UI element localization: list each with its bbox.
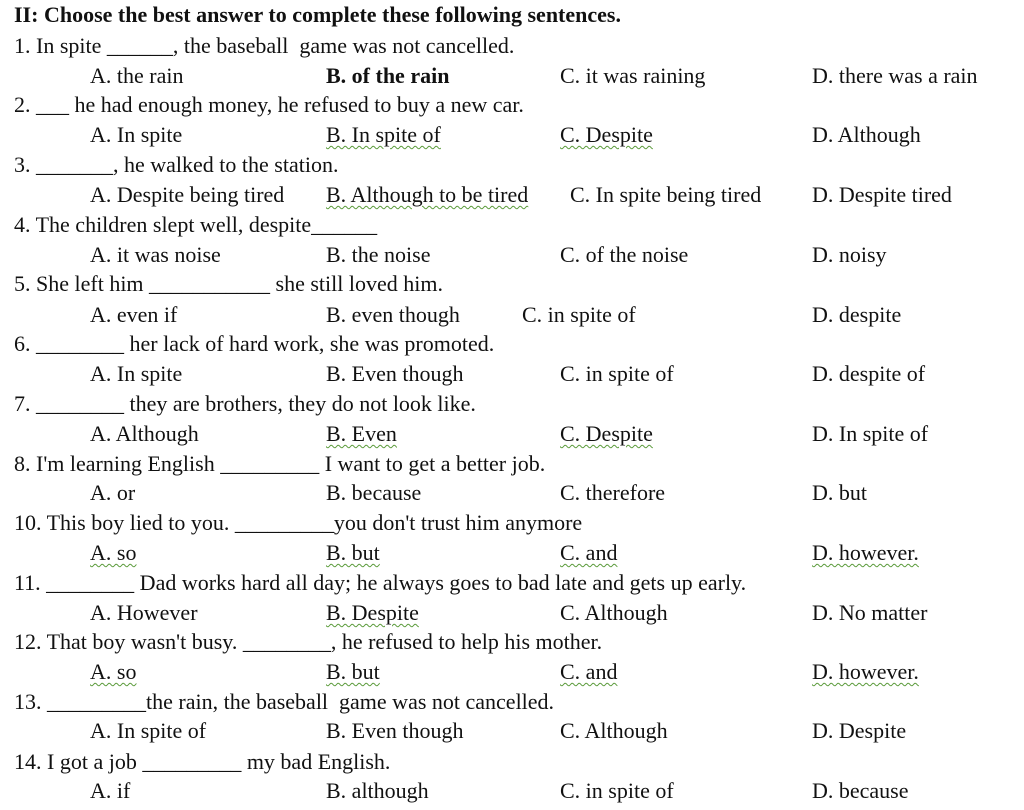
question-7-stem: 7. ________ they are brothers, they do not look like.: [14, 391, 476, 416]
question-1-option-b: B. of the rain: [326, 63, 450, 88]
question-10-option-d: D. however.: [812, 540, 919, 565]
question-11-option-a: A. However: [90, 600, 198, 625]
question-3-option-d: D. Despite tired: [812, 182, 952, 207]
question-7-option-a: A. Although: [90, 421, 199, 446]
question-12-option-c: C. and: [560, 659, 618, 684]
question-7-option-b: B. Even: [326, 421, 397, 446]
question-8-option-d: D. but: [812, 480, 867, 505]
question-8-option-b: B. because: [326, 480, 422, 505]
question-10-option-b: B. but: [326, 540, 380, 565]
question-13-stem: 13. _________the rain, the baseball game was not cancelled.: [14, 689, 555, 714]
question-2-option-c: C. Despite: [560, 122, 653, 147]
question-13-option-c: C. Although: [560, 718, 668, 743]
question-2-option-b: B. In spite of: [326, 122, 441, 147]
question-12-option-d: D. however.: [812, 659, 919, 684]
question-13-option-d: D. Despite: [812, 718, 907, 743]
question-4-option-c: C. of the noise: [560, 242, 689, 267]
question-1-stem: 1. In spite ______, the baseball game was not cancelled.: [14, 33, 515, 58]
question-10-option-c: C. and: [560, 540, 618, 565]
question-13-option-b: B. Even though: [326, 718, 464, 743]
question-6-option-b: B. Even though: [326, 361, 464, 386]
question-3-option-c: C. In spite being tired: [570, 182, 762, 207]
question-14-option-a: A. if: [90, 778, 131, 803]
question-12-option-b: B. but: [326, 659, 380, 684]
question-2-option-d: D. Although: [812, 122, 921, 147]
question-2-stem: 2. ___ he had enough money, he refused to buy a new car.: [14, 92, 524, 117]
question-4-option-d: D. noisy: [812, 242, 887, 267]
question-12-stem: 12. That boy wasn't busy. ________, he refused to help his mother.: [14, 629, 603, 654]
question-14-option-d: D. because: [812, 778, 909, 803]
question-2-option-a: A. In spite: [90, 122, 183, 147]
question-1-option-d: D. there was a rain: [812, 63, 978, 88]
question-1-option-a: A. the rain: [90, 63, 184, 88]
question-5-stem: 5. She left him ___________ she still loved him.: [14, 271, 443, 296]
section-heading: II: Choose the best answer to complete these following sentences.: [14, 2, 621, 27]
question-7-option-c: C. Despite: [560, 421, 653, 446]
question-1-option-c: C. it was raining: [560, 63, 706, 88]
question-11-option-d: D. No matter: [812, 600, 928, 625]
question-3-stem: 3. _______, he walked to the station.: [14, 152, 339, 177]
question-4-option-b: B. the noise: [326, 242, 431, 267]
question-11-option-b: B. Despite: [326, 600, 419, 625]
question-8-stem: 8. I'm learning English _________ I want to get a better job.: [14, 451, 546, 476]
question-5-option-b: B. even though: [326, 302, 460, 327]
question-12-option-a: A. so: [90, 659, 137, 684]
question-11-option-c: C. Although: [560, 600, 668, 625]
question-5-option-d: D. despite: [812, 302, 902, 327]
question-8-option-a: A. or: [90, 480, 136, 505]
question-14-stem: 14. I got a job _________ my bad English.: [14, 749, 391, 774]
question-7-option-d: D. In spite of: [812, 421, 929, 446]
question-6-option-a: A. In spite: [90, 361, 183, 386]
question-10-stem: 10. This boy lied to you. _________you don't trust him anymore: [14, 510, 583, 535]
question-14-option-c: C. in spite of: [560, 778, 674, 803]
question-5-option-c: C. in spite of: [522, 302, 636, 327]
question-13-option-a: A. In spite of: [90, 718, 207, 743]
question-10-option-a: A. so: [90, 540, 137, 565]
question-11-stem: 11. ________ Dad works hard all day; he always goes to bad late and gets up early.: [14, 570, 747, 595]
question-14-option-b: B. although: [326, 778, 429, 803]
question-3-option-b: B. Although to be tired: [326, 182, 529, 207]
question-6-stem: 6. ________ her lack of hard work, she was promoted.: [14, 331, 495, 356]
question-3-option-a: A. Despite being tired: [90, 182, 285, 207]
question-4-option-a: A. it was noise: [90, 242, 221, 267]
question-8-option-c: C. therefore: [560, 480, 666, 505]
question-5-option-a: A. even if: [90, 302, 178, 327]
question-4-stem: 4. The children slept well, despite______: [14, 212, 378, 237]
question-6-option-c: C. in spite of: [560, 361, 674, 386]
question-6-option-d: D. despite of: [812, 361, 926, 386]
